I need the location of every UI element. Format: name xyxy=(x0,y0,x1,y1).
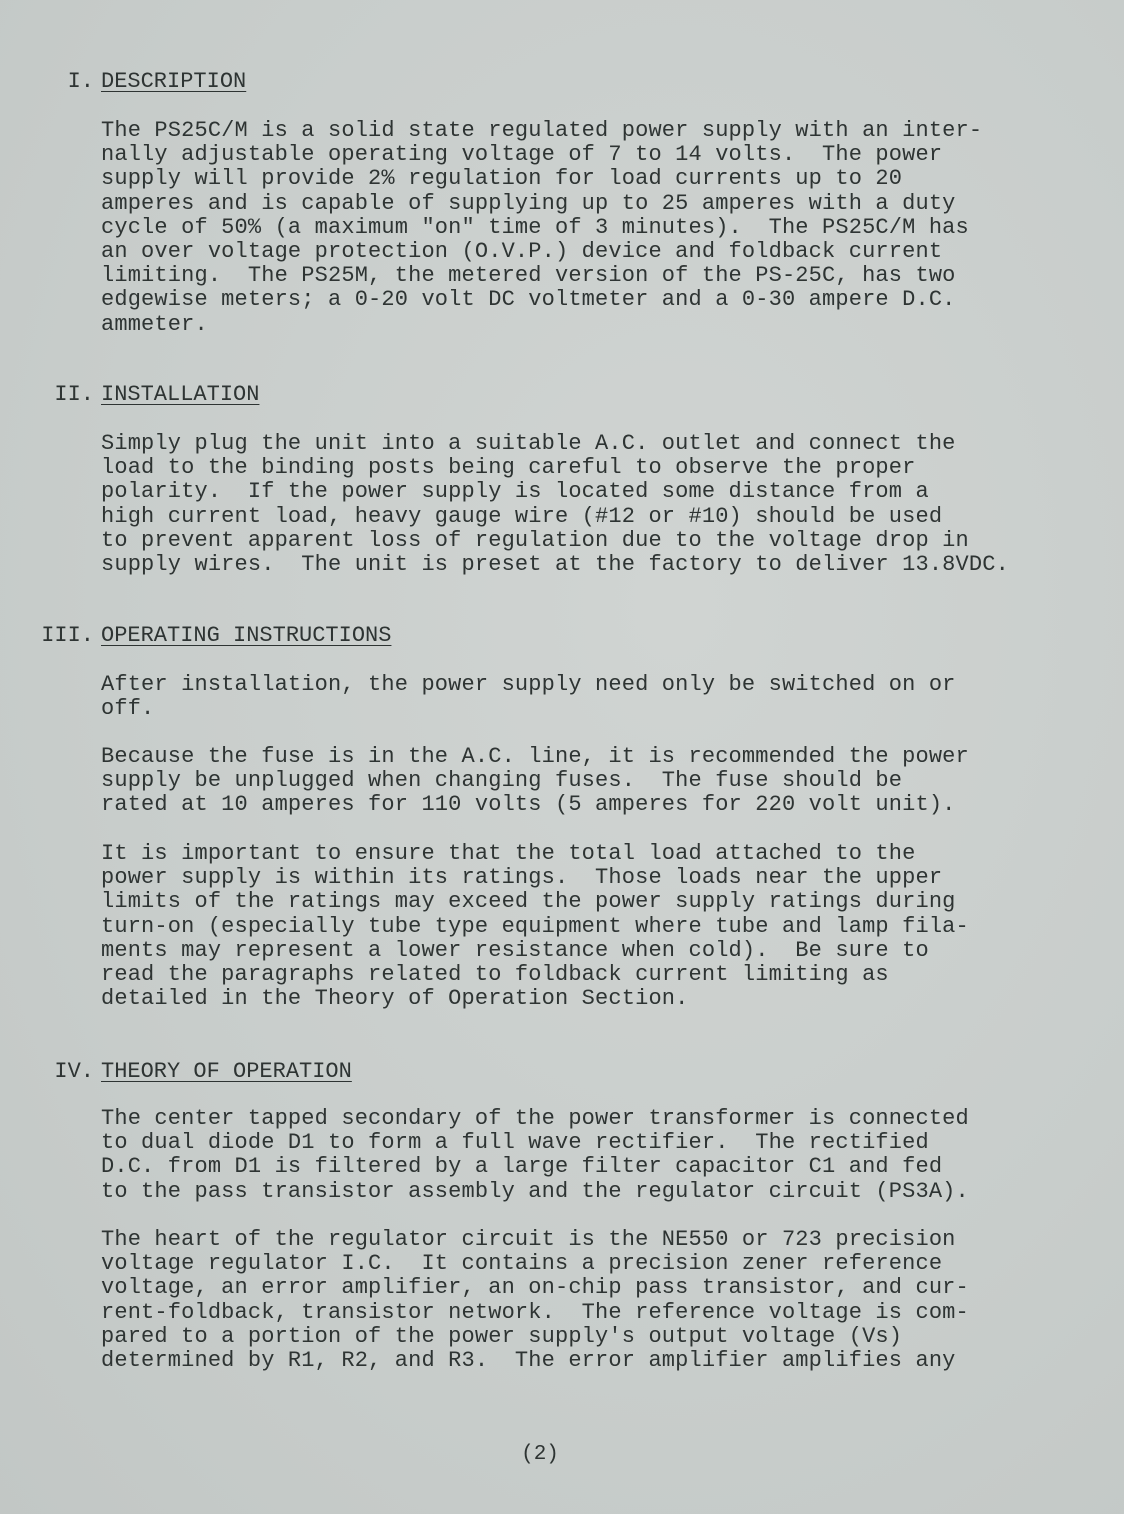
text-line: voltage, an error amplifier, an on-chip pass transistor, and cur- xyxy=(101,1275,969,1301)
text-line: ments may represent a lower resistance when cold). Be sure to xyxy=(101,937,929,963)
text-line: ammeter. xyxy=(101,311,208,337)
section-heading xyxy=(0,623,1124,649)
paragraph xyxy=(101,432,1111,577)
text-line: to prevent apparent loss of regulation due to the voltage drop in xyxy=(101,527,969,553)
section-numeral: I. xyxy=(67,69,94,94)
text-line: amperes and is capable of supplying up to 25 amperes with a duty xyxy=(101,190,956,216)
text-line: limiting. The PS25M, the metered version of the PS-25C, has two xyxy=(101,263,956,289)
text-line: high current load, heavy gauge wire (#12 or #10) should be used xyxy=(101,503,943,529)
text-line: load to the binding posts being careful to observe the proper xyxy=(101,455,916,481)
page-number: (2) xyxy=(521,1443,559,1466)
text-line: Simply plug the unit into a suitable A.C. outlet and connect the xyxy=(101,431,956,456)
text-line: determined by R1, R2, and R3. The error amplifier amplifies any xyxy=(101,1347,956,1373)
text-line: read the paragraphs related to foldback current limiting as xyxy=(101,961,889,987)
text-line: to dual diode D1 to form a full wave rectifier. The rectified xyxy=(101,1130,929,1156)
paragraph xyxy=(101,1107,1111,1204)
paragraph xyxy=(101,119,1111,337)
text-line: The center tapped secondary of the power transformer is connected xyxy=(101,1106,969,1131)
section-heading xyxy=(0,1059,1124,1085)
text-line: power supply is within its ratings. Those loads near the upper xyxy=(101,865,943,891)
text-line: After installation, the power supply need only be switched on or xyxy=(101,672,956,697)
text-line: pared to a portion of the power supply's output voltage (Vs) xyxy=(101,1323,903,1349)
text-line: rated at 10 amperes for 110 volts (5 amperes for 220 volt unit). xyxy=(101,792,956,818)
text-line: rent-foldback, transistor network. The reference voltage is com- xyxy=(101,1299,969,1325)
text-line: It is important to ensure that the total load attached to the xyxy=(101,841,916,866)
text-line: detailed in the Theory of Operation Section. xyxy=(101,986,689,1012)
text-line: supply will provide 2% regulation for load currents up to 20 xyxy=(101,166,903,192)
text-line: The heart of the regulator circuit is the NE550 or 723 precision xyxy=(101,1227,956,1252)
text-line: cycle of 50% (a maximum "on" time of 3 minutes). The PS25C/M has xyxy=(101,214,969,240)
text-line: voltage regulator I.C. It contains a precision zener reference xyxy=(101,1251,943,1277)
text-line: The PS25C/M is a solid state regulated power supply with an inter- xyxy=(101,118,983,143)
text-line: an over voltage protection (O.V.P.) device and foldback current xyxy=(101,238,943,264)
paragraph xyxy=(101,842,1111,1011)
text-line: to the pass transistor assembly and the regulator circuit (PS3A). xyxy=(101,1178,969,1204)
section-heading xyxy=(0,382,1124,408)
section-title: DESCRIPTION xyxy=(101,69,247,94)
text-line: off. xyxy=(101,696,155,722)
text-line: supply be unplugged when changing fuses. The fuse should be xyxy=(101,768,903,794)
text-line: limits of the ratings may exceed the power supply ratings during xyxy=(101,889,956,915)
section-numeral: IV. xyxy=(54,1059,94,1084)
section-numeral: II. xyxy=(54,382,94,407)
section-title: OPERATING INSTRUCTIONS xyxy=(101,623,392,648)
section-title: THEORY OF OPERATION xyxy=(101,1059,352,1084)
text-line: turn-on (especially tube type equipment where tube and lamp fila- xyxy=(101,913,969,939)
text-line: edgewise meters; a 0-20 volt DC voltmeter and a 0-30 ampere D.C. xyxy=(101,287,956,313)
text-line: polarity. If the power supply is located some distance from a xyxy=(101,479,929,505)
text-line: Because the fuse is in the A.C. line, it is recommended the power xyxy=(101,744,969,769)
section-numeral: III. xyxy=(41,623,94,648)
text-line: supply wires. The unit is preset at the factory to deliver 13.8VDC. xyxy=(101,551,1009,577)
text-line: D.C. from D1 is filtered by a large filter capacitor C1 and fed xyxy=(101,1154,943,1180)
paragraph xyxy=(101,745,1111,818)
section-title: INSTALLATION xyxy=(101,382,260,407)
text-line: nally adjustable operating voltage of 7 to 14 volts. The power xyxy=(101,142,943,168)
paragraph xyxy=(101,673,1111,721)
section-heading xyxy=(0,69,1124,95)
paragraph xyxy=(101,1228,1111,1373)
